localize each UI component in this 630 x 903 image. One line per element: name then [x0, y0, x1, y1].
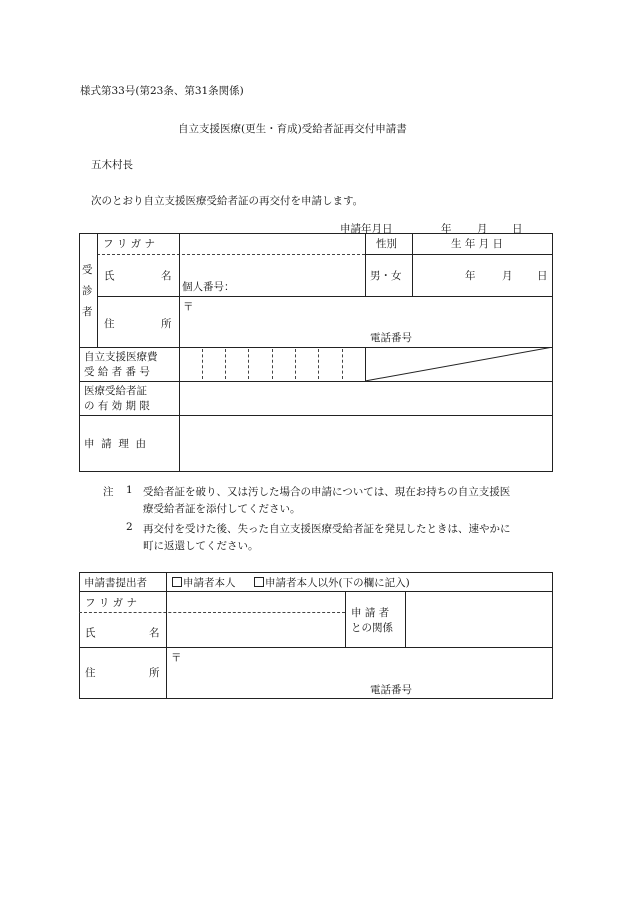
sex-label: 性別: [376, 238, 397, 250]
postal-mark-2: 〒: [171, 652, 182, 664]
note-text: 受給者証を破り、又は汚した場合の申請については、現在お持ちの自立支援医: [143, 486, 511, 498]
patient-label-1: 受: [82, 264, 93, 276]
address-label-2-2: 所: [149, 667, 160, 679]
name-label-1: 氏: [104, 270, 115, 282]
validity-label-2: の 有 効 期 限: [84, 400, 150, 412]
birth-year-label: 年: [465, 270, 476, 282]
name-label-2-1: 氏: [85, 627, 96, 639]
patient-label-2: 診: [82, 285, 93, 297]
address-label-2: 所: [161, 318, 172, 330]
option-self-label: 申請者本人: [183, 577, 236, 589]
furigana-label-2: フ リ ガ ナ: [85, 597, 138, 609]
notes-prefix: 注: [103, 486, 114, 498]
submitter-label: 申請書提出者: [84, 577, 147, 589]
recipient-number-input-area[interactable]: [180, 348, 364, 380]
recipient: 五木村長: [91, 159, 133, 171]
submitter-name-input[interactable]: [167, 613, 344, 646]
diagonal-slash: [365, 347, 553, 381]
submitter-address-input[interactable]: [167, 648, 552, 698]
address-input-area[interactable]: [180, 297, 552, 346]
recipient-number-label-1: 自立支援医療費: [84, 351, 158, 363]
phone-label-2: 電話番号: [370, 684, 412, 696]
postal-mark: 〒: [183, 301, 194, 313]
sex-options[interactable]: 男・女: [370, 270, 402, 282]
note-text: 町に返還してください。: [143, 540, 259, 552]
date-day-label: 日: [512, 223, 523, 235]
furigana-label: フ リ ガ ナ: [103, 238, 156, 250]
note-number: 2: [126, 521, 133, 533]
relation-label-1: 申 請 者: [351, 607, 390, 619]
note-number: 1: [126, 484, 133, 496]
date-year-label: 年: [441, 223, 452, 235]
reason-input-area[interactable]: [180, 416, 552, 471]
address-label-1: 住: [104, 318, 115, 330]
relation-input[interactable]: [406, 592, 552, 646]
reason-label: 申 請 理 由: [84, 438, 147, 450]
intro-text: 次のとおり自立支援医療受給者証の再交付を申請します。: [91, 195, 364, 207]
self-checkbox[interactable]: [172, 577, 182, 587]
name-input-area[interactable]: [180, 255, 364, 295]
other-checkbox[interactable]: [254, 577, 264, 587]
note-text: 再交付を受けた後、失った自立支援医療受給者証を発見したときは、速やかに: [143, 523, 511, 535]
validity-input-area[interactable]: [180, 382, 552, 414]
document-title: 自立支援医療(更生・育成)受給者証再交付申請書: [178, 123, 407, 135]
individual-number-label: 個人番号：: [182, 281, 235, 293]
option-other-label: 申請者本人以外(下の欄に記入): [265, 577, 410, 589]
birthdate-label: 生 年 月 日: [451, 238, 504, 250]
name-label-2-2: 名: [149, 627, 160, 639]
application-date-label: 申請年月日: [340, 223, 393, 235]
relation-label-2: との関係: [351, 622, 393, 634]
note-text: 療受給者証を添付してください。: [143, 503, 301, 515]
address-label-2-1: 住: [85, 667, 96, 679]
furigana-input-area[interactable]: [180, 234, 364, 253]
patient-label-3: 者: [82, 306, 93, 318]
birth-day-label: 日: [537, 270, 548, 282]
recipient-number-label-2: 受 給 者 番 号: [84, 366, 150, 378]
form-number: 様式第33号(第23条、第31条関係): [80, 85, 244, 97]
validity-label-1: 医療受給者証: [84, 385, 147, 397]
phone-label: 電話番号: [370, 332, 412, 344]
date-month-label: 月: [477, 223, 488, 235]
name-label-2: 名: [161, 270, 172, 282]
birth-month-label: 月: [502, 270, 513, 282]
submitter-furigana-input[interactable]: [167, 592, 344, 611]
